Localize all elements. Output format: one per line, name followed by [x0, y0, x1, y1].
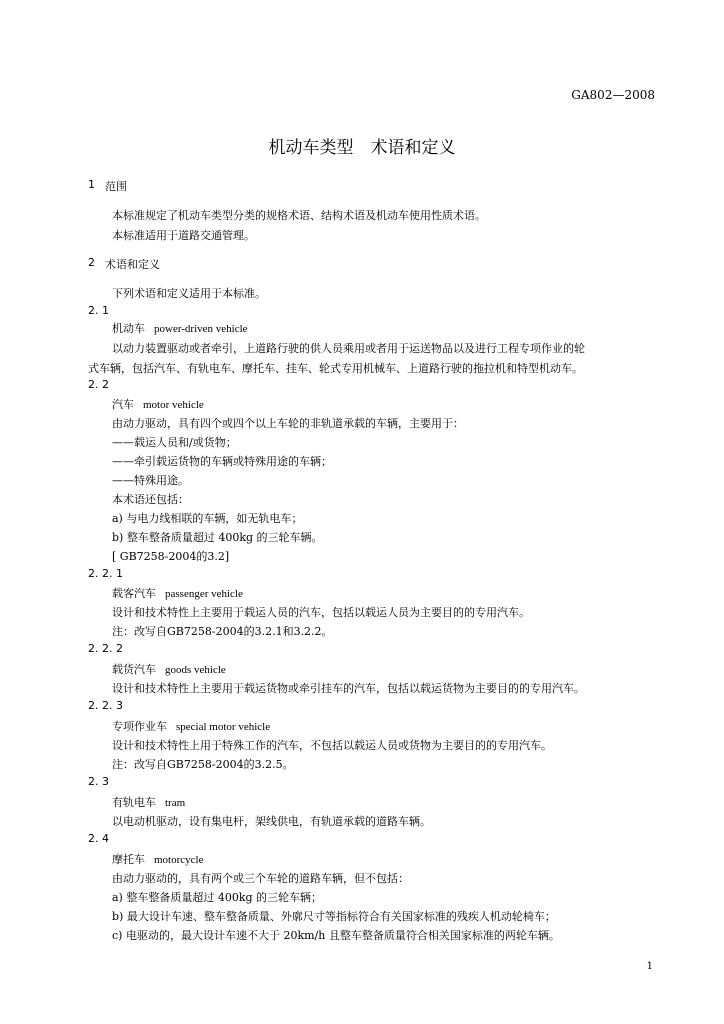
term-heading: [112, 396, 204, 412]
reference: [ GB7258-2004的3.2]: [112, 550, 230, 563]
document-title: 机动车类型 术语和定义: [268, 138, 456, 158]
page-number: 1: [646, 961, 653, 972]
clause-number: 2. 2: [88, 378, 109, 391]
section-number: 1: [88, 178, 95, 191]
clause-number: 2. 2. 3: [88, 699, 123, 712]
term-heading: [112, 320, 248, 336]
definition: 设计和技术特性上主要用于载运人员的汽车，包括以载运人员为主要目的的专用汽车。: [112, 606, 530, 619]
paragraph: 本标准规定了机动车类型分类的规格术语、结构术语及机动车使用性质术语。: [112, 209, 486, 222]
term-heading: [112, 585, 243, 601]
term-heading: [112, 794, 185, 810]
section-title: 范围: [105, 180, 127, 193]
definition: 以动力装置驱动或者牵引，上道路行驶的供人员乘用或者用于运送物品以及进行工程专项作业的轮: [112, 342, 585, 355]
term-heading: [112, 661, 226, 677]
definition: 由动力驱动的，具有两个或三个车轮的道路车辆，但不包括：: [112, 872, 409, 885]
term-heading: [112, 851, 203, 867]
note: 注：改写自GB7258-2004的3.2.5。: [112, 758, 294, 771]
clause-number: 2. 1: [88, 304, 109, 317]
term-english: special motor vehicle: [176, 721, 271, 733]
definition: 设计和技术特性上用于特殊工作的汽车，不包括以载运人员或货物为主要目的的专用汽车。: [112, 739, 552, 752]
term-english: passenger vehicle: [165, 588, 243, 600]
clause-number: 2. 2. 1: [88, 567, 123, 580]
section-title: 术语和定义: [105, 258, 160, 271]
standard-number: GA802—2008: [571, 88, 655, 102]
clause-number: 2. 3: [88, 775, 109, 788]
list-item: b) 最大设计车速、整车整备质量、外廓尺寸等指标符合有关国家标准的残疾人机动轮椅车；: [112, 910, 556, 923]
list-item: c) 电驱动的，最大设计车速不大于 20km/h 且整车整备质量符合相关国家标准的两轮车辆。: [112, 929, 560, 942]
term-english: power-driven vehicle: [154, 323, 248, 335]
term-chinese: 摩托车: [112, 853, 145, 866]
section-number: 2: [88, 256, 95, 269]
paragraph: 本术语还包括：: [112, 493, 189, 506]
term-chinese: 机动车: [112, 322, 145, 335]
term-english: motor vehicle: [143, 399, 204, 411]
paragraph: 下列术语和定义适用于本标准。: [112, 287, 266, 300]
clause-number: 2. 4: [88, 832, 109, 845]
term-english: motorcycle: [154, 854, 204, 866]
term-chinese: 载货汽车: [112, 663, 156, 676]
note: 注：改写自GB7258-2004的3.2.1和3.2.2。: [112, 625, 333, 638]
definition: 设计和技术特性上主要用于载运货物或牵引挂车的汽车，包括以载运货物为主要目的的专用汽车。: [112, 682, 585, 695]
list-item: ——特殊用途。: [112, 474, 189, 487]
paragraph: 本标准适用于道路交通管理。: [112, 229, 255, 242]
term-english: goods vehicle: [165, 664, 226, 676]
definition: 由动力驱动，具有四个或四个以上车轮的非轨道承载的车辆，主要用于：: [112, 417, 464, 430]
term-chinese: 载客汽车: [112, 587, 156, 600]
definition: 以电动机驱动，设有集电杆，架线供电，有轨道承载的道路车辆。: [112, 815, 431, 828]
clause-number: 2. 2. 2: [88, 642, 123, 655]
term-chinese: 汽车: [112, 398, 134, 411]
term-chinese: 有轨电车: [112, 796, 156, 809]
definition-continued: 式车辆，包括汽车、有轨电车、摩托车、挂车、轮式专用机械车、上道路行驶的拖拉机和特型机动车。: [88, 362, 583, 375]
list-item: ——牵引载运货物的车辆或特殊用途的车辆；: [112, 455, 332, 468]
list-item: a) 与电力线相联的车辆，如无轨电车；: [112, 512, 303, 525]
term-chinese: 专项作业车: [112, 720, 167, 733]
list-item: b) 整车整备质量超过 400kg 的三轮车辆。: [112, 531, 323, 544]
list-item: ——载运人员和/或货物；: [112, 436, 237, 449]
term-english: tram: [165, 797, 186, 809]
list-item: a) 整车整备质量超过 400kg 的三轮车辆；: [112, 891, 323, 904]
term-heading: [112, 718, 270, 734]
